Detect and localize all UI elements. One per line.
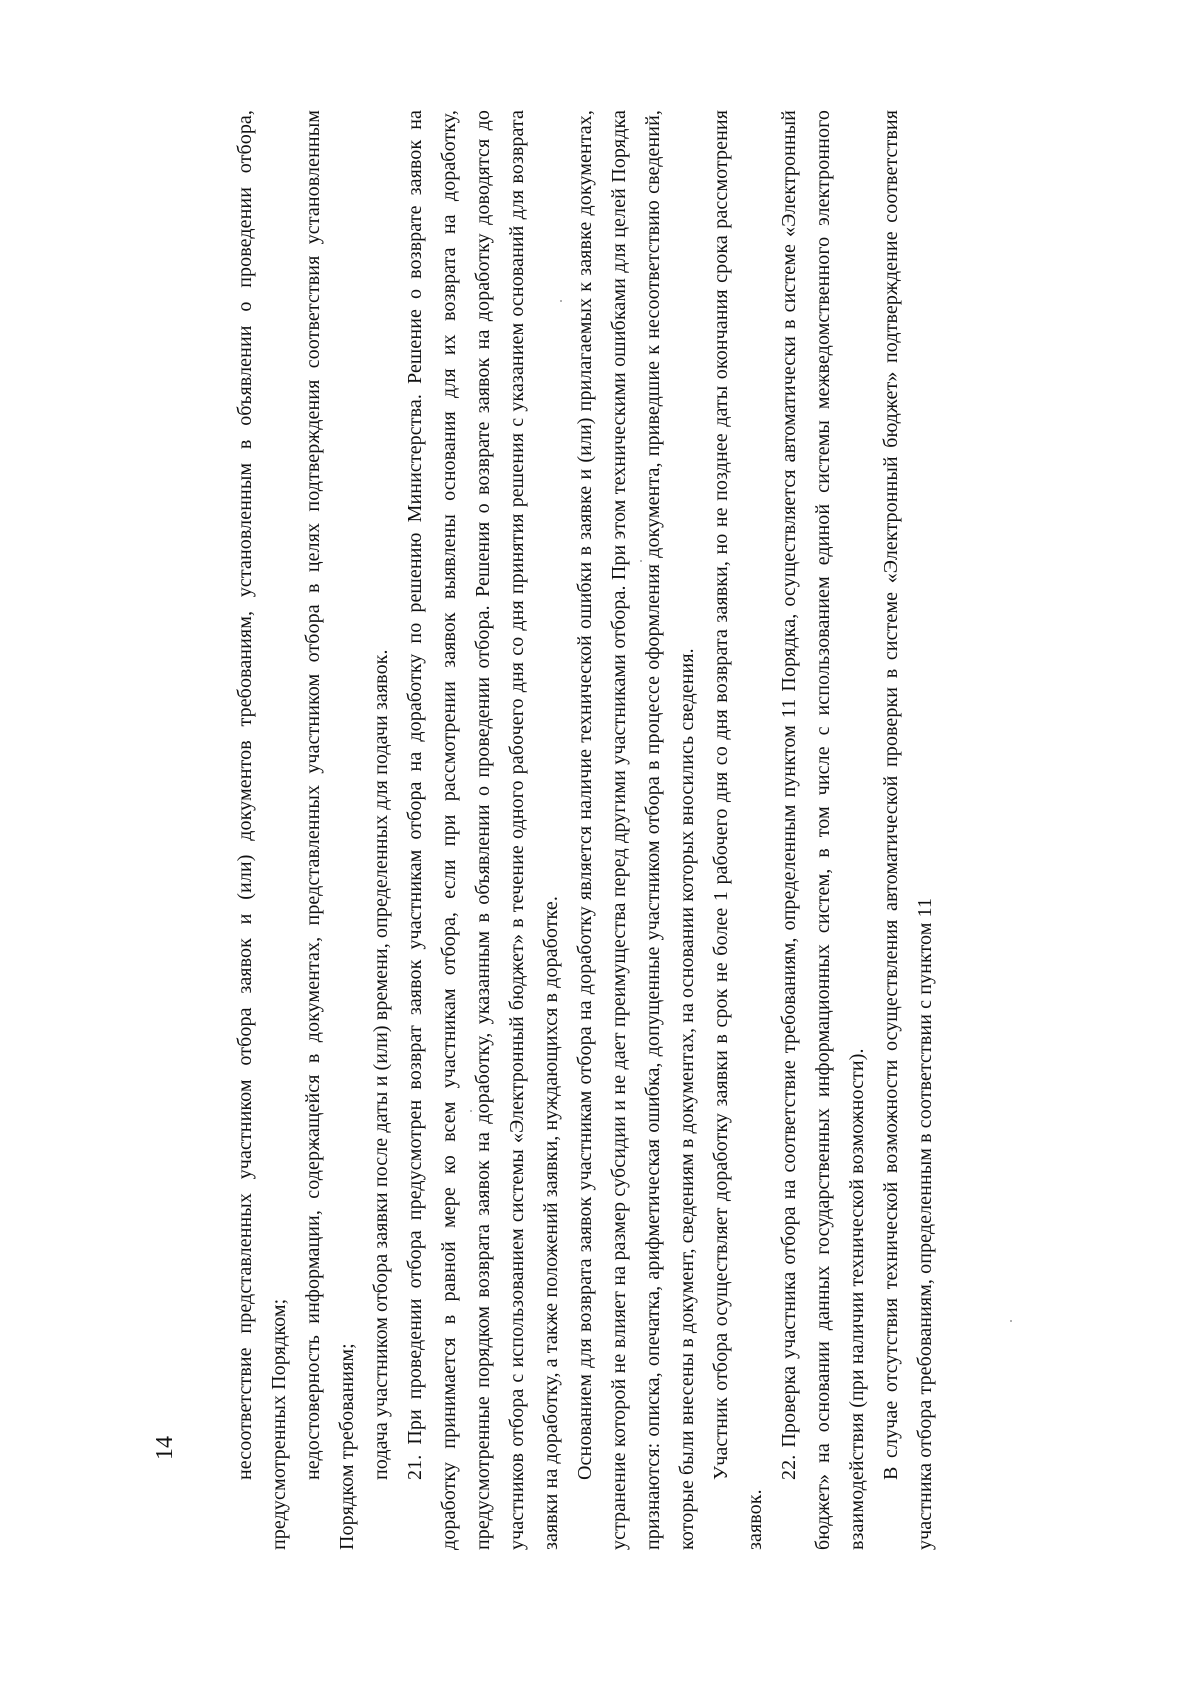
page-number: 14 (152, 1436, 178, 1460)
paragraph: 21. При проведении отбора предусмотрен возврат заявок участникам отбора на доработку по решению Министерства. Решение о возврате заявок на доработку принимается в равной мере ко всем участникам отбора, если при рассмотрении заявок выявлены основания для их возврата на доработку, предусмотренные порядком возврата заявок на доработку, указанным в объявлении о проведении отбора. Решения о возврате заявок на доработку доводятся до участников отбора с использованием системы «Электронный бюджет» в течение одного рабочего дня со дня принятия решения с указанием оснований для возврата заявки на доработку, а также положений заявки, нуждающихся в доработке. (404, 110, 562, 1550)
paragraph: 22. Проверка участника отбора на соответствие требованиям, определенным пунктом 11 Порядка, осуществляется автоматически в системе «Электронный бюджет» на основании данных государственных информационных систем, в том числе с использованием единой системы межведомственного электронного взаимодействия (при наличии технической возможности). (778, 110, 868, 1550)
paragraph: несоответствие представленных участником отбора заявок и (или) документов требованиям, установленным в объявлении о проведении отбора, предусмотренных Порядком; (234, 110, 290, 1550)
body-text (228, 110, 942, 1550)
paragraph: подача участником отбора заявки после даты и (или) времени, определенных для подачи заявок. (370, 649, 392, 1480)
paragraph: В случае отсутствия технической возможности осуществления автоматической проверки в системе «Электронный бюджет» подтверждение соответствия участника отбора требованиям, определенным в соответствии с пунктом 11 (880, 110, 936, 1550)
paragraph: недостоверность информации, содержащейся в документах, представленных участником отбора в целях подтверждения соответствия установленным Порядком требованиям; (302, 110, 358, 1550)
paragraph: Участник отбора осуществляет доработку заявки в срок не более 1 рабочего дня со дня возврата заявки, но не позднее даты окончания срока рассмотрения заявок. (710, 110, 766, 1550)
paragraph: Основанием для возврата заявок участникам отбора на доработку является наличие технической ошибки в заявке и (или) прилагаемых к заявке документах, устранение которой не влияет на размер субсидии и не дает преимущества перед другими участниками отбора. При этом техническими ошибками для целей Порядка признаются: описка, опечатка, арифметическая ошибка, допущенные участником отбора в процессе оформления документа, приведшие к несоответствию сведений, которые были внесены в документ, сведениям в документах, на основании которых вносились сведения. (574, 110, 698, 1550)
rotated-text-block (148, 110, 1028, 1550)
